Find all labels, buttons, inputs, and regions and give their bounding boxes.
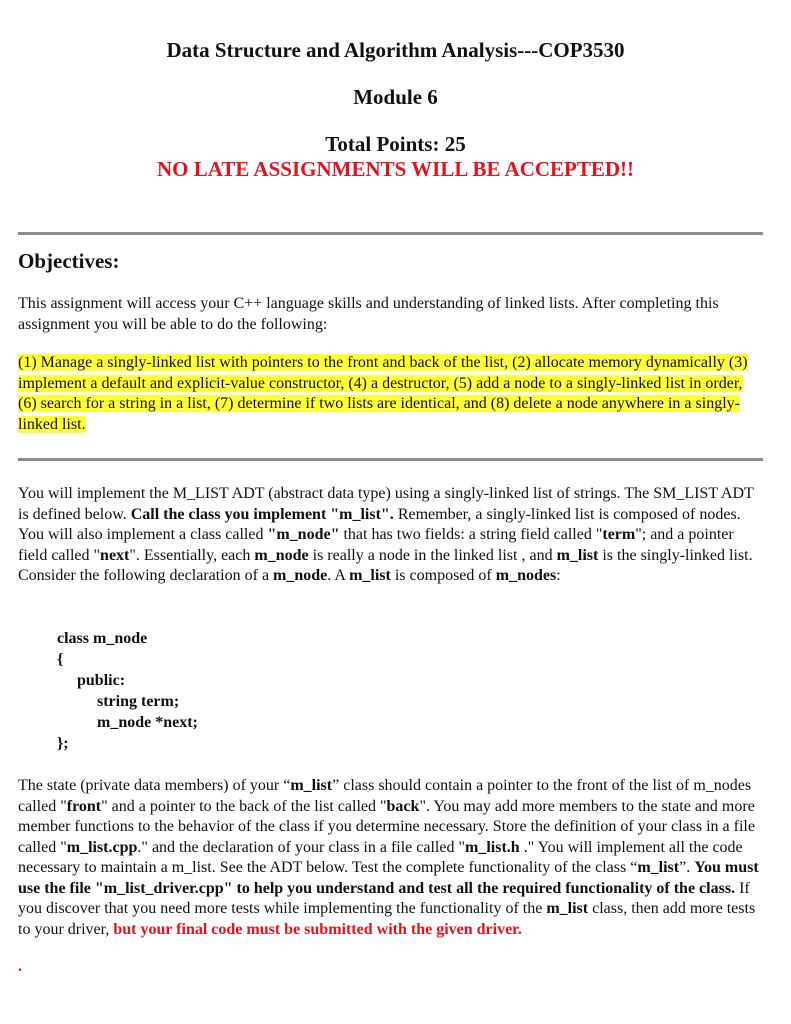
- code-line: class m_node: [57, 630, 148, 647]
- total-points: Total Points: 25: [325, 132, 466, 156]
- description-paragraph: You will implement the M_LIST ADT (abstract data type) using a singly-linked list of strings. The SM_LIST ADT is defined below. Call the class you implement "m_list". Remember, a singly-linked list is composed of nodes. You will also implement a class called "m_node" that has two fields: a string field called "term"; and a pointer field called "next". Essentially, each m_node is really a node in the linked list , and m_list is the singly-linked list. Consider the following declaration of a m_node. A m_list is composed of m_nodes:: [18, 485, 754, 584]
- code-line: };: [57, 735, 69, 752]
- code-line: m_node *next;: [97, 714, 198, 731]
- objectives-list: [18, 353, 763, 435]
- course-title: Data Structure and Algorithm Analysis---COP3530: [166, 38, 625, 62]
- code-line: string term;: [97, 693, 180, 710]
- module-title: Module 6: [353, 85, 438, 109]
- final-code-warning: but your final code must be submitted with the given driver.: [113, 920, 522, 938]
- divider-top: [18, 232, 763, 235]
- divider-middle: [18, 458, 763, 461]
- highlighted-objectives: (1) Manage a singly-linked list with pointers to the front and back of the list, (2) allocate memory dynamically (3) implement a default and explicit-value constructor, (4) a destructor, (5) add a node to a singly-linked list in order, (6) search for a string in a list, (7) determine if two lists are identical, and (8) delete a node anywhere in a singly-linked list.: [18, 354, 748, 433]
- state-paragraph: The state (private data members) of your “m_list” class should contain a pointer to the front of the list of m_nodes called "front" and a pointer to the back of the list called "back". You may add more members to the state and more member functions to the behavior of the class if you determine necessary. Store the definition of your class in a file called "m_list.cpp." and the declaration of your class in a file called "m_list.h ." You will implement all the code necessary to maintain a m_list. See the ADT below. Test the complete functionality of the class “m_list”. You must use the file "m_list_driver.cpp" to help you understand and test all the required functionality of the class. If you discover that you need more tests while implementing the functionality of the m_list class, then add more tests to your driver, but your final code must be submitted with the given driver.: [18, 777, 759, 938]
- code-line: {: [57, 651, 64, 668]
- stray-dot: .: [18, 958, 22, 975]
- late-warning: NO LATE ASSIGNMENTS WILL BE ACCEPTED!!: [156, 157, 635, 181]
- code-line: public:: [77, 672, 126, 689]
- objectives-heading: Objectives:: [18, 249, 120, 273]
- objectives-intro: This assignment will access your C++ language skills and understanding of linked lists. After completing this assignment you will be able to do the following:: [18, 295, 719, 333]
